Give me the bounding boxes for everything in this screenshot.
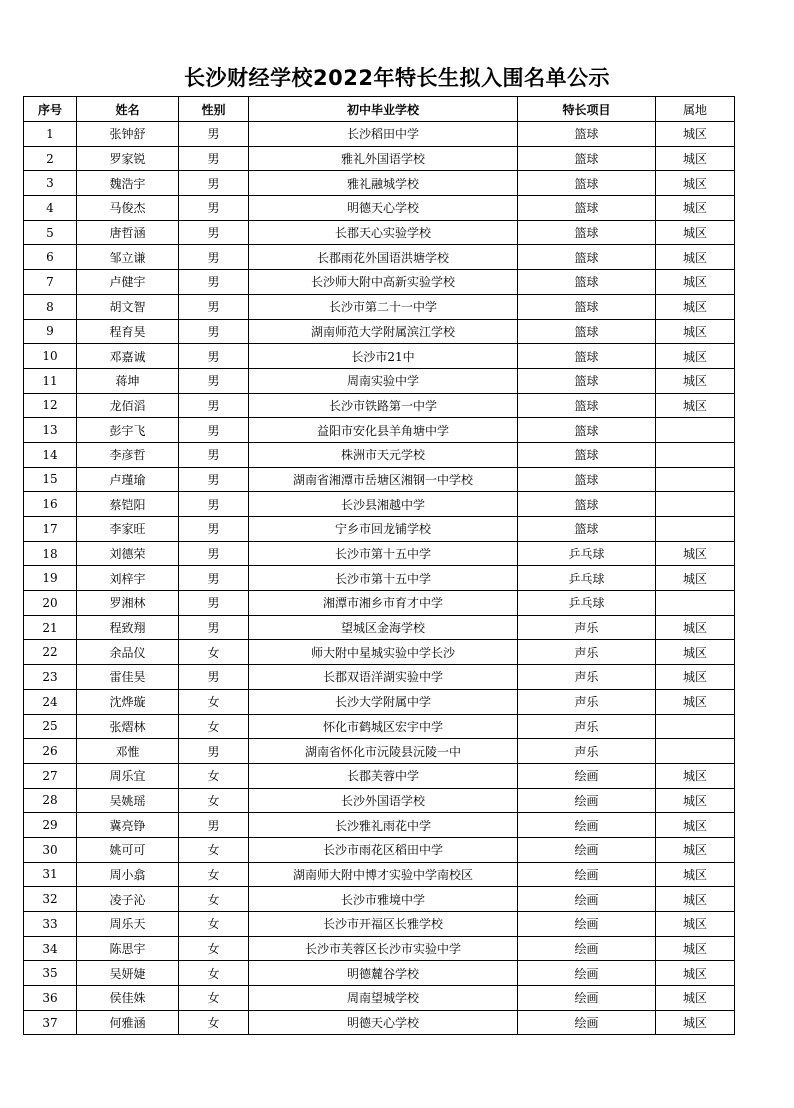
cell-region: 城区 (656, 640, 735, 665)
cell-index: 17 (24, 517, 77, 542)
cell-region: 城区 (656, 1010, 735, 1035)
cell-name: 李家旺 (77, 517, 179, 542)
table-row (24, 837, 735, 862)
cell-gender: 男 (179, 146, 249, 171)
table-row (24, 492, 735, 517)
cell-index: 24 (24, 689, 77, 714)
cell-name: 罗家锐 (77, 146, 179, 171)
cell-index: 13 (24, 418, 77, 443)
cell-school: 长沙市雨花区稻田中学 (249, 837, 518, 862)
cell-name: 吴妍婕 (77, 961, 179, 986)
cell-gender: 男 (179, 319, 249, 344)
cell-name: 邹立谦 (77, 245, 179, 270)
cell-school: 湘潭市湘乡市育才中学 (249, 591, 518, 616)
cell-gender: 男 (179, 122, 249, 147)
cell-gender: 女 (179, 961, 249, 986)
cell-gender: 男 (179, 517, 249, 542)
table-row (24, 640, 735, 665)
cell-school: 雅礼外国语学校 (249, 146, 518, 171)
cell-school: 师大附中星城实验中学长沙 (249, 640, 518, 665)
table-row (24, 442, 735, 467)
cell-region: 城区 (656, 912, 735, 937)
cell-school: 明德天心学校 (249, 196, 518, 221)
cell-index: 18 (24, 541, 77, 566)
cell-name: 何雅涵 (77, 1010, 179, 1035)
cell-school: 明德麓谷学校 (249, 961, 518, 986)
cell-index: 6 (24, 245, 77, 270)
cell-school: 长沙师大附中高新实验学校 (249, 270, 518, 295)
cell-name: 张熠林 (77, 714, 179, 739)
cell-region: 城区 (656, 936, 735, 961)
cell-index: 9 (24, 319, 77, 344)
cell-index: 15 (24, 467, 77, 492)
cell-region: 城区 (656, 294, 735, 319)
header-specialty: 特长项目 (518, 97, 656, 122)
cell-school: 湖南省湘潭市岳塘区湘钢一中学校 (249, 467, 518, 492)
cell-name: 姚可可 (77, 837, 179, 862)
cell-region (656, 714, 735, 739)
cell-index: 10 (24, 344, 77, 369)
cell-gender: 男 (179, 591, 249, 616)
cell-gender: 女 (179, 788, 249, 813)
cell-gender: 男 (179, 270, 249, 295)
cell-index: 30 (24, 837, 77, 862)
cell-school: 长沙市21中 (249, 344, 518, 369)
cell-specialty: 篮球 (518, 245, 656, 270)
cell-name: 龙佰滔 (77, 393, 179, 418)
cell-name: 胡文智 (77, 294, 179, 319)
cell-region (656, 418, 735, 443)
cell-gender: 女 (179, 986, 249, 1011)
table-row (24, 714, 735, 739)
cell-school: 宁乡市回龙铺学校 (249, 517, 518, 542)
table-row (24, 220, 735, 245)
cell-name: 周乐宜 (77, 763, 179, 788)
cell-specialty: 乒乓球 (518, 591, 656, 616)
cell-specialty: 绘画 (518, 763, 656, 788)
cell-name: 周小翕 (77, 862, 179, 887)
cell-index: 26 (24, 739, 77, 764)
cell-specialty: 绘画 (518, 887, 656, 912)
cell-index: 4 (24, 196, 77, 221)
cell-specialty: 篮球 (518, 220, 656, 245)
table-row (24, 739, 735, 764)
cell-index: 20 (24, 591, 77, 616)
cell-specialty: 绘画 (518, 912, 656, 937)
cell-index: 8 (24, 294, 77, 319)
cell-gender: 女 (179, 714, 249, 739)
cell-name: 雷佳昊 (77, 665, 179, 690)
cell-school: 长沙市第十五中学 (249, 541, 518, 566)
table-row (24, 319, 735, 344)
cell-school: 长沙市第二十一中学 (249, 294, 518, 319)
cell-index: 14 (24, 442, 77, 467)
cell-region (656, 517, 735, 542)
cell-name: 陈思宇 (77, 936, 179, 961)
cell-region: 城区 (656, 665, 735, 690)
table-row (24, 541, 735, 566)
cell-gender: 男 (179, 171, 249, 196)
cell-gender: 女 (179, 862, 249, 887)
cell-name: 程致翔 (77, 615, 179, 640)
cell-name: 卢健宇 (77, 270, 179, 295)
table-row (24, 961, 735, 986)
table-row (24, 689, 735, 714)
table-row (24, 245, 735, 270)
cell-specialty: 篮球 (518, 344, 656, 369)
cell-specialty: 篮球 (518, 171, 656, 196)
cell-name: 蒋坤 (77, 368, 179, 393)
page-title: 长沙财经学校2022年特长生拟入围名单公示 (184, 66, 610, 90)
cell-gender: 男 (179, 245, 249, 270)
cell-school: 长沙市第十五中学 (249, 566, 518, 591)
cell-specialty: 篮球 (518, 393, 656, 418)
cell-index: 34 (24, 936, 77, 961)
cell-specialty: 篮球 (518, 442, 656, 467)
cell-region: 城区 (656, 986, 735, 1011)
cell-region: 城区 (656, 566, 735, 591)
cell-school: 益阳市安化县羊角塘中学 (249, 418, 518, 443)
cell-region (656, 442, 735, 467)
cell-name: 魏浩宇 (77, 171, 179, 196)
table-header-row (24, 97, 735, 122)
cell-index: 3 (24, 171, 77, 196)
cell-region: 城区 (656, 887, 735, 912)
cell-school: 长沙市雅境中学 (249, 887, 518, 912)
cell-region: 城区 (656, 541, 735, 566)
cell-gender: 女 (179, 912, 249, 937)
cell-gender: 男 (179, 196, 249, 221)
cell-region: 城区 (656, 689, 735, 714)
cell-region: 城区 (656, 344, 735, 369)
cell-specialty: 篮球 (518, 319, 656, 344)
cell-school: 怀化市鹤城区宏宇中学 (249, 714, 518, 739)
cell-school: 长郡雨花外国语洪塘学校 (249, 245, 518, 270)
table-row (24, 887, 735, 912)
cell-region: 城区 (656, 368, 735, 393)
cell-gender: 男 (179, 344, 249, 369)
cell-gender: 女 (179, 689, 249, 714)
cell-gender: 女 (179, 640, 249, 665)
cell-index: 33 (24, 912, 77, 937)
cell-gender: 男 (179, 492, 249, 517)
cell-region (656, 492, 735, 517)
table-row (24, 788, 735, 813)
cell-school: 长沙雅礼雨花中学 (249, 813, 518, 838)
cell-name: 彭宇飞 (77, 418, 179, 443)
cell-school: 湖南省怀化市沅陵县沅陵一中 (249, 739, 518, 764)
cell-specialty: 篮球 (518, 294, 656, 319)
cell-index: 37 (24, 1010, 77, 1035)
cell-region: 城区 (656, 393, 735, 418)
cell-school: 望城区金海学校 (249, 615, 518, 640)
cell-name: 马俊杰 (77, 196, 179, 221)
cell-name: 刘德荣 (77, 541, 179, 566)
cell-specialty: 声乐 (518, 615, 656, 640)
cell-gender: 男 (179, 467, 249, 492)
cell-school: 雅礼融城学校 (249, 171, 518, 196)
cell-school: 长沙市芙蓉区长沙市实验中学 (249, 936, 518, 961)
cell-specialty: 乒乓球 (518, 566, 656, 591)
cell-name: 唐哲涵 (77, 220, 179, 245)
cell-name: 沈烨璇 (77, 689, 179, 714)
cell-region: 城区 (656, 961, 735, 986)
table-row (24, 368, 735, 393)
cell-index: 32 (24, 887, 77, 912)
cell-specialty: 篮球 (518, 122, 656, 147)
cell-school: 长沙市铁路第一中学 (249, 393, 518, 418)
cell-school: 长沙市开福区长雅学校 (249, 912, 518, 937)
cell-specialty: 声乐 (518, 665, 656, 690)
table-row (24, 270, 735, 295)
cell-name: 邓惟 (77, 739, 179, 764)
cell-school: 周南望城学校 (249, 986, 518, 1011)
cell-index: 25 (24, 714, 77, 739)
cell-index: 27 (24, 763, 77, 788)
cell-school: 长沙外国语学校 (249, 788, 518, 813)
cell-index: 16 (24, 492, 77, 517)
cell-region: 城区 (656, 270, 735, 295)
cell-name: 冀亮铮 (77, 813, 179, 838)
cell-specialty: 声乐 (518, 739, 656, 764)
cell-specialty: 绘画 (518, 936, 656, 961)
cell-specialty: 声乐 (518, 714, 656, 739)
cell-gender: 男 (179, 739, 249, 764)
cell-region (656, 591, 735, 616)
table-row (24, 986, 735, 1011)
cell-specialty: 乒乓球 (518, 541, 656, 566)
table-row (24, 615, 735, 640)
cell-index: 7 (24, 270, 77, 295)
cell-region: 城区 (656, 813, 735, 838)
cell-index: 31 (24, 862, 77, 887)
cell-index: 5 (24, 220, 77, 245)
cell-region: 城区 (656, 245, 735, 270)
cell-name: 邓嘉诚 (77, 344, 179, 369)
cell-school: 湖南师范大学附属滨江学校 (249, 319, 518, 344)
cell-region: 城区 (656, 763, 735, 788)
cell-name: 罗湘林 (77, 591, 179, 616)
cell-gender: 男 (179, 665, 249, 690)
cell-specialty: 绘画 (518, 837, 656, 862)
cell-region (656, 739, 735, 764)
table-row (24, 1010, 735, 1035)
cell-name: 刘梓宇 (77, 566, 179, 591)
cell-gender: 男 (179, 442, 249, 467)
cell-index: 11 (24, 368, 77, 393)
cell-specialty: 绘画 (518, 788, 656, 813)
header-index: 序号 (24, 97, 77, 122)
header-school: 初中毕业学校 (249, 97, 518, 122)
cell-school: 明德天心学校 (249, 1010, 518, 1035)
cell-gender: 女 (179, 936, 249, 961)
cell-index: 21 (24, 615, 77, 640)
cell-gender: 男 (179, 294, 249, 319)
cell-region: 城区 (656, 319, 735, 344)
table-row (24, 294, 735, 319)
cell-specialty: 绘画 (518, 813, 656, 838)
cell-region: 城区 (656, 146, 735, 171)
table-row (24, 171, 735, 196)
cell-specialty: 篮球 (518, 368, 656, 393)
cell-index: 1 (24, 122, 77, 147)
cell-index: 22 (24, 640, 77, 665)
cell-specialty: 绘画 (518, 986, 656, 1011)
cell-specialty: 绘画 (518, 961, 656, 986)
cell-region: 城区 (656, 862, 735, 887)
cell-specialty: 篮球 (518, 146, 656, 171)
cell-school: 长沙稻田中学 (249, 122, 518, 147)
cell-specialty: 篮球 (518, 270, 656, 295)
cell-gender: 男 (179, 418, 249, 443)
cell-specialty: 篮球 (518, 467, 656, 492)
header-region: 属地 (656, 97, 735, 122)
cell-region (656, 467, 735, 492)
cell-specialty: 篮球 (518, 196, 656, 221)
cell-name: 凌子沁 (77, 887, 179, 912)
cell-name: 李彦哲 (77, 442, 179, 467)
table-row (24, 936, 735, 961)
table-row (24, 344, 735, 369)
table-row (24, 763, 735, 788)
cell-gender: 男 (179, 541, 249, 566)
cell-specialty: 篮球 (518, 492, 656, 517)
cell-gender: 男 (179, 368, 249, 393)
cell-name: 余品仪 (77, 640, 179, 665)
cell-school: 长沙县湘越中学 (249, 492, 518, 517)
cell-gender: 女 (179, 1010, 249, 1035)
cell-school: 周南实验中学 (249, 368, 518, 393)
cell-index: 35 (24, 961, 77, 986)
table-row (24, 813, 735, 838)
cell-school: 株洲市天元学校 (249, 442, 518, 467)
cell-index: 29 (24, 813, 77, 838)
cell-school: 长郡芙蓉中学 (249, 763, 518, 788)
table-row (24, 862, 735, 887)
table-row (24, 912, 735, 937)
cell-region: 城区 (656, 788, 735, 813)
cell-gender: 女 (179, 763, 249, 788)
table-row (24, 122, 735, 147)
table-row (24, 393, 735, 418)
cell-name: 吴姚瑶 (77, 788, 179, 813)
candidate-table (23, 96, 735, 1035)
cell-gender: 男 (179, 220, 249, 245)
cell-gender: 男 (179, 566, 249, 591)
cell-school: 湖南师大附中博才实验中学南校区 (249, 862, 518, 887)
cell-gender: 女 (179, 837, 249, 862)
cell-name: 程育昊 (77, 319, 179, 344)
table-body (24, 122, 735, 1035)
table-row (24, 591, 735, 616)
cell-index: 2 (24, 146, 77, 171)
cell-region: 城区 (656, 615, 735, 640)
cell-gender: 女 (179, 887, 249, 912)
cell-name: 卢瑾瑜 (77, 467, 179, 492)
cell-region: 城区 (656, 196, 735, 221)
table-row (24, 665, 735, 690)
cell-name: 张钟舒 (77, 122, 179, 147)
cell-specialty: 声乐 (518, 640, 656, 665)
cell-region: 城区 (656, 171, 735, 196)
table-row (24, 517, 735, 542)
cell-specialty: 绘画 (518, 1010, 656, 1035)
cell-index: 36 (24, 986, 77, 1011)
cell-school: 长郡天心实验学校 (249, 220, 518, 245)
table-row (24, 566, 735, 591)
header-gender: 性别 (179, 97, 249, 122)
table-row (24, 196, 735, 221)
header-name: 姓名 (77, 97, 179, 122)
cell-specialty: 绘画 (518, 862, 656, 887)
cell-name: 蔡铠阳 (77, 492, 179, 517)
cell-gender: 男 (179, 393, 249, 418)
cell-region: 城区 (656, 220, 735, 245)
cell-specialty: 声乐 (518, 689, 656, 714)
cell-name: 侯佳姝 (77, 986, 179, 1011)
cell-region: 城区 (656, 837, 735, 862)
cell-index: 23 (24, 665, 77, 690)
cell-gender: 男 (179, 813, 249, 838)
cell-name: 周乐天 (77, 912, 179, 937)
table-row (24, 418, 735, 443)
cell-specialty: 篮球 (518, 517, 656, 542)
cell-index: 12 (24, 393, 77, 418)
table-row (24, 467, 735, 492)
cell-school: 长沙大学附属中学 (249, 689, 518, 714)
cell-specialty: 篮球 (518, 418, 656, 443)
cell-index: 28 (24, 788, 77, 813)
cell-gender: 男 (179, 615, 249, 640)
cell-school: 长郡双语洋湖实验中学 (249, 665, 518, 690)
cell-index: 19 (24, 566, 77, 591)
table-row (24, 146, 735, 171)
cell-region: 城区 (656, 122, 735, 147)
